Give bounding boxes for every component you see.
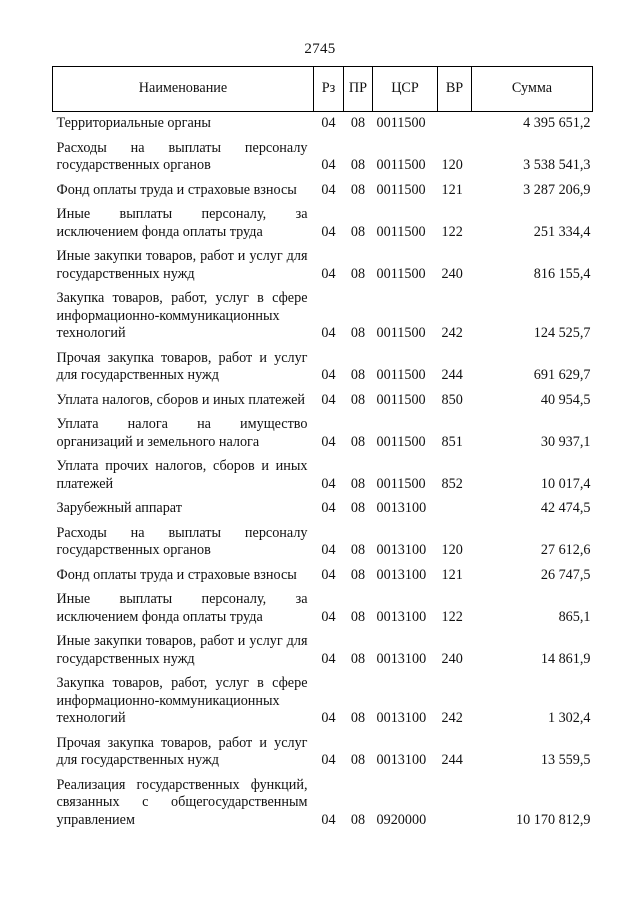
cell-pr: 08 [350,433,366,450]
header-vr: ВР [438,67,472,112]
cell-sum: 251 334,4 [533,223,591,240]
cell-rz: 04 [321,367,336,383]
budget-table [52,66,593,833]
cell-vr: 242 [441,710,463,726]
cell-name: Расходы на выплаты персоналу государственных органов [56,139,308,173]
cell-csr: 0011500 [376,115,426,131]
cell-sum: 27 612,6 [540,542,591,558]
table-row [53,287,593,347]
cell-pr: 08 [350,811,366,828]
cell-csr: 0011500 [376,475,426,492]
cell-sum: 10 170 812,9 [516,811,591,828]
cell-vr: 244 [441,367,463,383]
cell-pr: 08 [350,710,366,726]
cell-sum: 26 747,5 [540,566,591,583]
cell-pr: 08 [350,325,366,341]
cell-vr: 121 [441,181,463,198]
cell-sum: 124 525,7 [533,325,591,341]
table-row [53,497,593,522]
cell-vr: 244 [441,752,463,768]
cell-sum: 14 861,9 [540,650,591,667]
cell-csr: 0013100 [376,650,427,667]
cell-vr: 242 [441,325,463,341]
cell-rz: 04 [321,608,336,625]
cell-rz: 04 [321,265,336,282]
header-csr: ЦСР [373,67,438,112]
cell-pr: 08 [350,223,366,240]
cell-pr: 08 [350,391,366,408]
cell-pr: 08 [350,608,366,625]
cell-name: Закупка товаров, работ, услуг в сфере информационно-коммуникационных технологий [56,675,308,726]
cell-name: Иные выплаты персоналу, за исключением фонда оплаты труда [56,591,308,625]
table-row [53,413,593,455]
header-name: Наименование [53,67,314,112]
table-row [53,774,593,834]
cell-vr [438,497,472,522]
cell-name: Иные закупки товаров, работ и услуг для государственных нужд [56,248,308,282]
cell-name: Прочая закупка товаров, работ и услуг для государственных нужд [56,349,308,383]
cell-name: Зарубежный аппарат [56,500,182,516]
cell-rz: 04 [321,181,336,198]
table-row [53,347,593,389]
cell-pr: 08 [350,367,366,383]
cell-rz: 04 [321,115,336,131]
header-rz: Рз [314,67,344,112]
cell-rz: 04 [321,223,336,240]
cell-name: Реализация государственных функций, связанных с общегосударственным управлением [56,776,308,828]
cell-csr: 0013100 [376,608,427,625]
cell-pr: 08 [350,542,366,558]
table-body [53,112,593,834]
cell-sum: 3 538 541,3 [523,157,591,173]
cell-csr: 0013100 [376,542,427,558]
table-row [53,137,593,179]
cell-vr: 852 [441,475,463,492]
cell-vr [438,774,472,834]
cell-vr: 240 [441,265,463,282]
table-row [53,522,593,564]
table-row [53,112,593,137]
cell-name: Фонд оплаты труда и страховые взносы [56,181,297,198]
table-row [53,564,593,589]
cell-csr: 0011500 [376,223,426,240]
cell-name: Уплата прочих налогов, сборов и иных платежей [56,458,308,492]
cell-csr: 0011500 [376,367,426,383]
table-row [53,203,593,245]
cell-vr: 850 [441,391,463,408]
cell-name: Уплата налога на имущество организаций и земельного налога [56,416,308,450]
table-row [53,672,593,732]
cell-csr: 0011500 [376,157,426,173]
cell-name: Иные выплаты персоналу, за исключением фонда оплаты труда [56,206,308,240]
cell-rz: 04 [321,752,336,768]
cell-rz: 04 [321,811,336,828]
cell-sum: 691 629,7 [533,367,591,383]
table-row [53,389,593,414]
cell-name: Фонд оплаты труда и страховые взносы [56,566,297,583]
cell-csr: 0011500 [376,181,426,198]
cell-sum: 13 559,5 [540,752,591,768]
cell-name: Закупка товаров, работ, услуг в сфере информационно-коммуникационных технологий [56,290,308,341]
cell-rz: 04 [321,157,336,173]
cell-sum: 10 017,4 [540,475,591,492]
table-header [53,67,593,112]
cell-sum: 1 302,4 [547,710,591,726]
cell-csr: 0011500 [376,391,426,408]
cell-sum: 3 287 206,9 [523,181,591,198]
cell-name: Иные закупки товаров, работ и услуг для государственных нужд [56,633,308,667]
cell-sum: 816 155,4 [533,265,591,282]
cell-vr: 122 [441,608,463,625]
cell-csr: 0011500 [376,433,426,450]
cell-vr: 240 [441,650,463,667]
cell-vr: 121 [441,566,463,583]
table-row [53,245,593,287]
table-row [53,630,593,672]
cell-csr: 0013100 [376,752,427,768]
header-pr: ПР [344,67,373,112]
cell-rz: 04 [321,391,336,408]
cell-sum: 40 954,5 [540,391,591,408]
cell-pr: 08 [350,500,366,516]
cell-pr: 08 [350,157,366,173]
cell-csr: 0920000 [376,811,427,828]
cell-pr: 08 [350,752,366,768]
cell-name: Уплата налогов, сборов и иных платежей [56,391,305,408]
cell-rz: 04 [321,566,336,583]
cell-pr: 08 [350,265,366,282]
cell-csr: 0013100 [376,500,427,516]
cell-sum: 30 937,1 [540,433,591,450]
cell-rz: 04 [321,500,336,516]
cell-rz: 04 [321,433,336,450]
cell-name: Расходы на выплаты персоналу государственных органов [56,524,308,558]
cell-csr: 0013100 [376,566,427,583]
cell-name: Прочая закупка товаров, работ и услуг для государственных нужд [56,734,308,768]
cell-name: Территориальные органы [56,115,211,131]
table-row [53,455,593,497]
cell-vr [438,112,472,137]
cell-rz: 04 [321,650,336,667]
cell-vr: 122 [441,223,463,240]
cell-pr: 08 [350,115,366,131]
cell-csr: 0011500 [376,325,426,341]
cell-rz: 04 [321,542,336,558]
cell-pr: 08 [350,650,366,667]
cell-sum: 865,1 [558,608,591,625]
cell-vr: 851 [441,433,463,450]
cell-vr: 120 [441,157,463,173]
table-row [53,588,593,630]
cell-csr: 0011500 [376,265,426,282]
page-number: 2745 [304,41,336,57]
cell-pr: 08 [350,566,366,583]
cell-rz: 04 [321,325,336,341]
table-row [53,732,593,774]
cell-sum: 4 395 651,2 [523,115,591,131]
cell-rz: 04 [321,710,336,726]
cell-sum: 42 474,5 [540,500,591,516]
cell-rz: 04 [321,475,336,492]
cell-pr: 08 [350,181,366,198]
cell-pr: 08 [350,475,366,492]
header-sum: Сумма [472,67,593,112]
table-row [53,179,593,204]
cell-csr: 0013100 [376,710,427,726]
cell-vr: 120 [441,542,463,558]
